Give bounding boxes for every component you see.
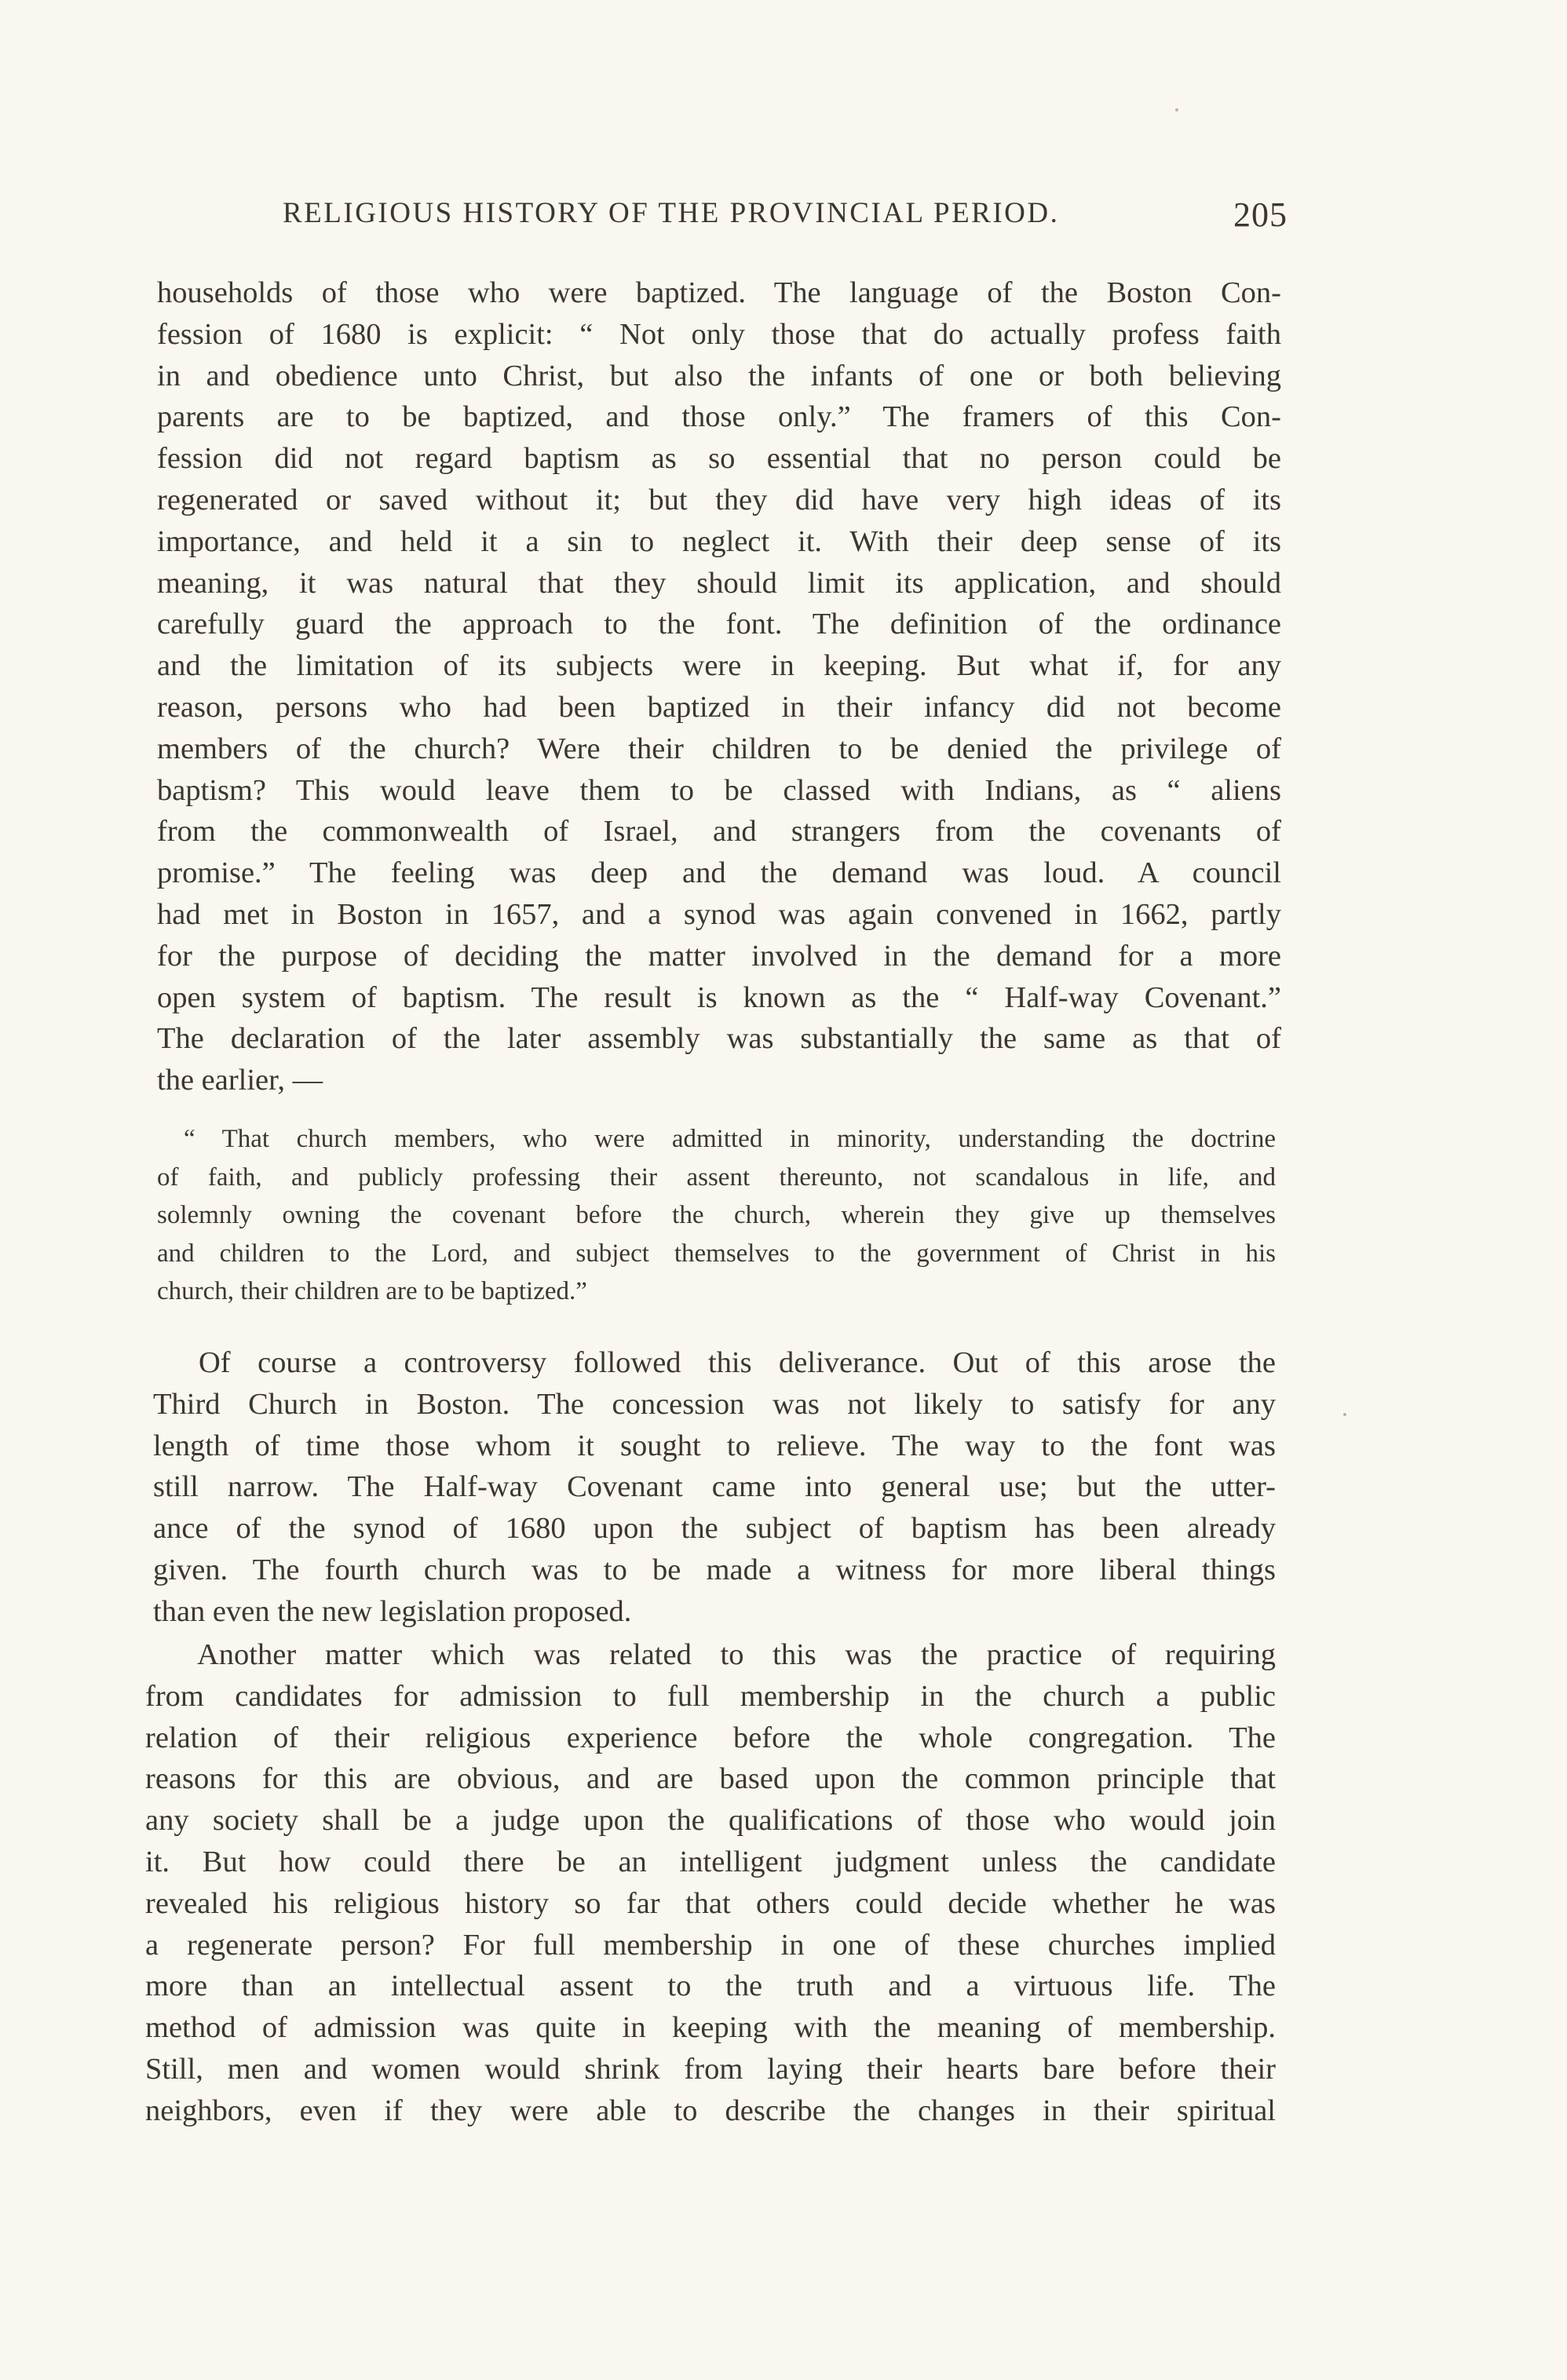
text-line: than even the new legislation proposed. <box>153 1594 632 1628</box>
text-line: households of those who were baptized. The language of the Boston Con- <box>157 276 1281 309</box>
text-line: Third Church in Boston. The concession was not likely to satisfy for any <box>153 1387 1276 1421</box>
text-line: The declaration of the later assembly was substantially the same as that of <box>157 1022 1281 1056</box>
block-quote <box>157 1120 1276 1311</box>
text-line: importance, and held it a sin to neglect it. With their deep sense of its <box>157 524 1281 558</box>
text-line: revealed his religious history so far that others could decide whether he was <box>145 1886 1276 1920</box>
page-header <box>157 188 1288 243</box>
paragraph-2 <box>153 1342 1276 1633</box>
text-line: for the purpose of deciding the matter involved in the demand for a more <box>157 939 1281 973</box>
text-line: from candidates for admission to full membership in the church a public <box>145 1679 1276 1713</box>
text-line: length of time those whom it sought to relieve. The way to the font was <box>153 1429 1276 1462</box>
text-line: Of course a controversy followed this deliverance. Out of this arose the <box>199 1346 1276 1379</box>
text-line: in and obedience unto Christ, but also the infants of one or both believing <box>157 359 1281 392</box>
quote-line: church, their children are to be baptized.” <box>157 1277 587 1305</box>
text-line: the earlier, — <box>157 1064 323 1097</box>
text-line: method of admission was quite in keeping with the meaning of membership. <box>145 2011 1276 2045</box>
page-number: 205 <box>1233 195 1288 234</box>
text-line: carefully guard the approach to the font. The definition of the ordinance <box>157 608 1281 641</box>
text-line: it. But how could there be an intelligent judgment unless the candidate <box>145 1845 1276 1878</box>
text-line: parents are to be baptized, and those only.” The framers of this Con- <box>157 400 1281 434</box>
text-line: reasons for this are obvious, and are based upon the common principle that <box>145 1762 1276 1796</box>
text-line: baptism? This would leave them to be classed with Indians, as “ aliens <box>157 773 1281 807</box>
text-line: a regenerate person? For full membership in one of these churches implied <box>145 1928 1276 1962</box>
quote-line: “ That church members, who were admitted in minority, understanding the doctrine <box>184 1125 1276 1153</box>
text-line: given. The fourth church was to be made a witness for more liberal things <box>153 1553 1276 1586</box>
text-line: from the commonwealth of Israel, and strangers from the covenants of <box>157 815 1281 849</box>
text-line: members of the church? Were their children to be denied the privilege of <box>157 732 1281 765</box>
running-head: RELIGIOUS HISTORY OF THE PROVINCIAL PERIOD. <box>283 197 1060 229</box>
text-line: still narrow. The Half-way Covenant came into general use; but the utter- <box>153 1470 1276 1504</box>
text-line: and the limitation of its subjects were in keeping. But what if, for any <box>157 649 1281 683</box>
text-line: reason, persons who had been baptized in their infancy did not become <box>157 690 1281 724</box>
quote-line: of faith, and publicly professing their assent thereunto, not scandalous in life, and <box>157 1163 1276 1192</box>
text-line: fession did not regard baptism as so essential that no person could be <box>157 442 1281 476</box>
text-line: neighbors, even if they were able to describe the changes in their spiritual <box>145 2093 1276 2127</box>
text-line: ance of the synod of 1680 upon the subject of baptism has been already <box>153 1512 1276 1546</box>
text-line: promise.” The feeling was deep and the demand was loud. A council <box>157 856 1281 890</box>
paper-speck <box>1343 1413 1346 1416</box>
paper-speck <box>1175 108 1178 111</box>
text-line: meaning, it was natural that they should limit its application, and should <box>157 566 1281 600</box>
text-line: any society shall be a judge upon the qualifications of those who would join <box>145 1804 1276 1838</box>
text-line: had met in Boston in 1657, and a synod was again convened in 1662, partly <box>157 897 1281 931</box>
text-line: Another matter which was related to this was the practice of requiring <box>197 1638 1276 1671</box>
text-line: regenerated or saved without it; but they did have very high ideas of its <box>157 483 1281 517</box>
text-line: fession of 1680 is explicit: “ Not only those that do actually profess faith <box>157 317 1281 351</box>
text-line: Still, men and women would shrink from laying their hearts bare before their <box>145 2052 1276 2086</box>
text-line: more than an intellectual assent to the truth and a virtuous life. The <box>145 1969 1276 2003</box>
paragraph-3 <box>145 1634 1276 2132</box>
paragraph-1 <box>157 272 1281 1101</box>
text-line: relation of their religious experience before the whole congregation. The <box>145 1721 1276 1754</box>
quote-line: and children to the Lord, and subject themselves to the government of Christ in his <box>157 1239 1276 1268</box>
quote-line: solemnly owning the covenant before the church, wherein they give up themselves <box>157 1201 1276 1229</box>
text-line: open system of baptism. The result is known as the “ Half-way Covenant.” <box>157 980 1281 1014</box>
